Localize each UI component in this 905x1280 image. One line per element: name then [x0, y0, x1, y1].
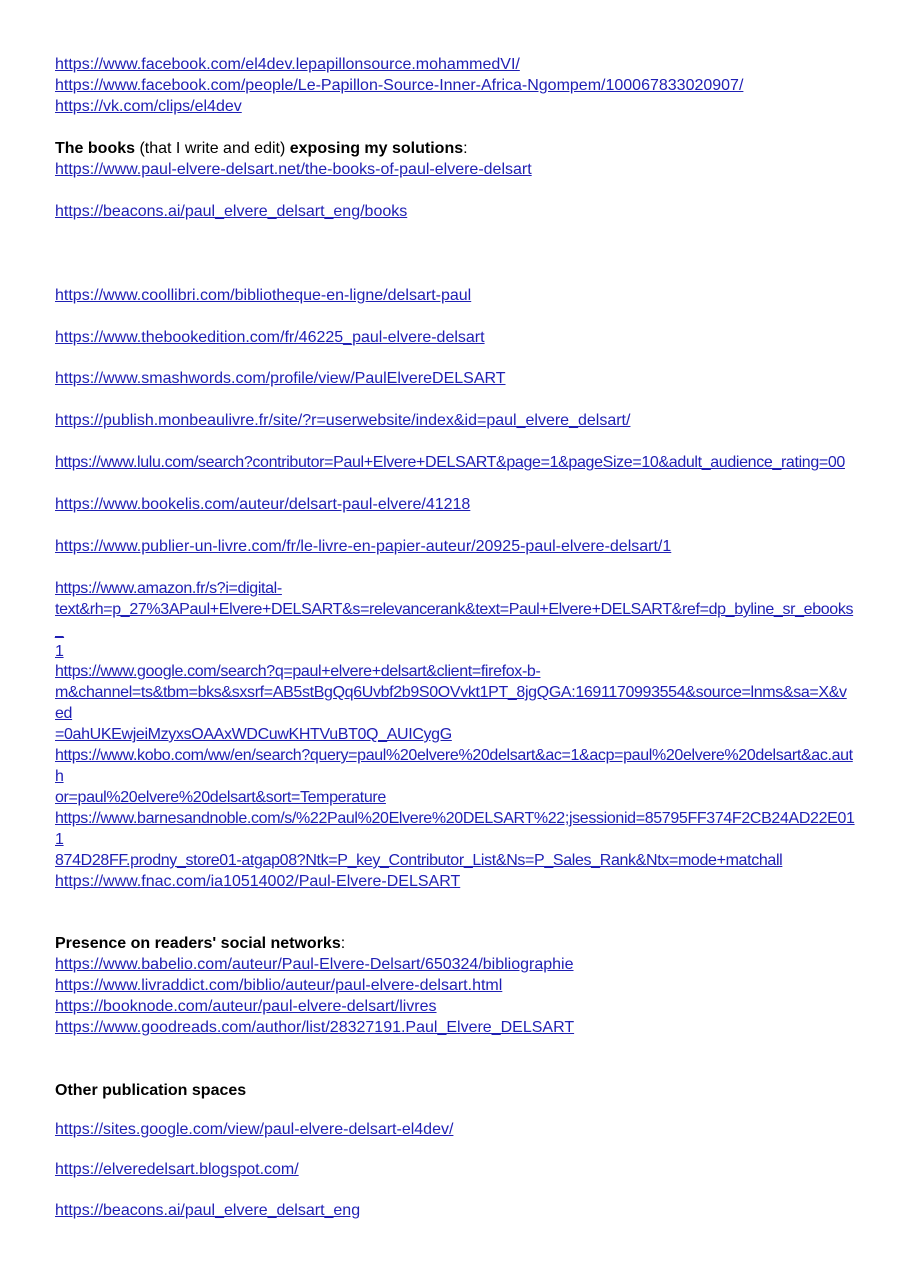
beacons-link[interactable]: https://beacons.ai/paul_elvere_delsart_eng	[55, 1202, 361, 1219]
bookelis-link[interactable]: https://www.bookelis.com/auteur/delsart-paul-elvere/41218	[55, 496, 471, 513]
google-link-line-1: https://www.google.com/search?q=paul+elvere+delsart&client=firefox-b-	[55, 663, 541, 680]
bn-link-line-1: https://www.barnesandnoble.com/s/%22Paul%20Elvere%20DELSART%22;jsessionid=85795FF374F2CB24AD22E011	[55, 810, 855, 848]
facebook-link-papillon-source[interactable]: https://www.facebook.com/people/Le-Papillon-Source-Inner-Africa-Ngompem/100067833020907/	[55, 77, 744, 94]
amazon-link-line-1: https://www.amazon.fr/s?i=digital-	[55, 580, 282, 597]
beacons-books-block	[55, 201, 855, 222]
publier-un-livre-link[interactable]: https://www.publier-un-livre.com/fr/le-livre-en-papier-auteur/20925-paul-elvere-delsart/1	[55, 538, 672, 555]
readers-heading-colon: :	[340, 935, 346, 952]
blogspot-link[interactable]: https://elveredelsart.blogspot.com/	[55, 1161, 299, 1178]
google-link-line-2: m&channel=ts&tbm=bks&sxsrf=AB5stBgQq6Uvbf2b9S0OVvkt1PT_8jgQGA:1691170993554&source=lnms&sa=X&ved	[55, 684, 847, 722]
google-books-link[interactable]	[55, 661, 855, 745]
google-sites-link[interactable]: https://sites.google.com/view/paul-elvere-delsart-el4dev/	[55, 1121, 454, 1138]
books-heading-normal: (that I write and edit)	[135, 140, 290, 157]
amazon-link-block	[55, 578, 855, 662]
bn-link-block	[55, 808, 855, 871]
google-link-block	[55, 661, 855, 745]
readers-heading	[55, 933, 855, 954]
goodreads-link[interactable]: https://www.goodreads.com/author/list/28327191.Paul_Elvere_DELSART	[55, 1019, 575, 1036]
kobo-link-line-1: https://www.kobo.com/ww/en/search?query=paul%20elvere%20delsart&ac=1&acp=paul%20elvere%20delsart&ac.auth	[55, 747, 853, 785]
store-link-block	[55, 452, 855, 473]
thebookedition-link[interactable]: https://www.thebookedition.com/fr/46225_paul-elvere-delsart	[55, 329, 485, 346]
kobo-link[interactable]	[55, 745, 855, 808]
barnesandnoble-link[interactable]	[55, 808, 855, 871]
social-links-block	[55, 54, 855, 117]
vk-link[interactable]: https://vk.com/clips/el4dev	[55, 98, 242, 115]
beacons-books-link[interactable]: https://beacons.ai/paul_elvere_delsart_eng/books	[55, 203, 408, 220]
coollibri-link[interactable]: https://www.coollibri.com/bibliotheque-en-ligne/delsart-paul	[55, 287, 472, 304]
amazon-link-line-3: 1	[55, 643, 64, 660]
other-heading-bold: Other publication spaces	[55, 1082, 247, 1099]
livraddict-link[interactable]: https://www.livraddict.com/biblio/auteur/paul-elvere-delsart.html	[55, 977, 503, 994]
monbeaulivre-link[interactable]: https://publish.monbeaulivre.fr/site/?r=userwebsite/index&id=paul_elvere_delsart/	[55, 412, 631, 429]
kobo-link-line-2: or=paul%20elvere%20delsart&sort=Temperature	[55, 789, 386, 806]
fnac-link[interactable]: https://www.fnac.com/ia10514002/Paul-Elvere-DELSART	[55, 873, 461, 890]
store-link-block	[55, 285, 855, 306]
booknode-link[interactable]: https://booknode.com/auteur/paul-elvere-delsart/livres	[55, 998, 437, 1015]
books-heading-colon: :	[463, 140, 468, 157]
google-link-line-3: =0ahUKEwjeiMzyxsOAAxWDCuwKHTVuBT0Q_AUICygG	[55, 726, 452, 743]
other-link-block	[55, 1159, 855, 1180]
readers-links-block	[55, 954, 855, 1038]
books-heading	[55, 138, 855, 159]
fnac-link-block	[55, 871, 855, 892]
other-link-block	[55, 1200, 855, 1221]
other-heading	[55, 1080, 855, 1101]
amazon-link-line-2: text&rh=p_27%3APaul+Elvere+DELSART&s=relevancerank&text=Paul+Elvere+DELSART&ref=dp_byline_sr_ebooks_	[55, 601, 854, 639]
smashwords-link[interactable]: https://www.smashwords.com/profile/view/PaulElvereDELSART	[55, 370, 506, 387]
babelio-link[interactable]: https://www.babelio.com/auteur/Paul-Elvere-Delsart/650324/bibliographie	[55, 956, 574, 973]
bn-link-line-2: 874D28FF.prodny_store01-atgap08?Ntk=P_key_Contributor_List&Ns=P_Sales_Rank&Ntx=mode+matchall	[55, 852, 783, 869]
lulu-link[interactable]: https://www.lulu.com/search?contributor=Paul+Elvere+DELSART&page=1&pageSize=10&adult_audience_rating=00	[55, 454, 845, 471]
books-heading-bold-1: The books	[55, 140, 136, 157]
facebook-link-el4dev[interactable]: https://www.facebook.com/el4dev.lepapillonsource.mohammedVI/	[55, 56, 520, 73]
store-link-block	[55, 494, 855, 515]
books-heading-bold-2: exposing my solutions	[289, 140, 464, 157]
kobo-link-block	[55, 745, 855, 808]
amazon-link[interactable]	[55, 578, 855, 662]
readers-heading-bold: Presence on readers' social networks	[55, 935, 341, 952]
store-link-block	[55, 536, 855, 557]
books-main-link-block	[55, 159, 855, 180]
store-link-block	[55, 327, 855, 348]
books-main-link[interactable]: https://www.paul-elvere-delsart.net/the-books-of-paul-elvere-delsart	[55, 161, 532, 178]
store-link-block	[55, 410, 855, 431]
other-link-block	[55, 1119, 855, 1140]
store-link-block	[55, 368, 855, 389]
